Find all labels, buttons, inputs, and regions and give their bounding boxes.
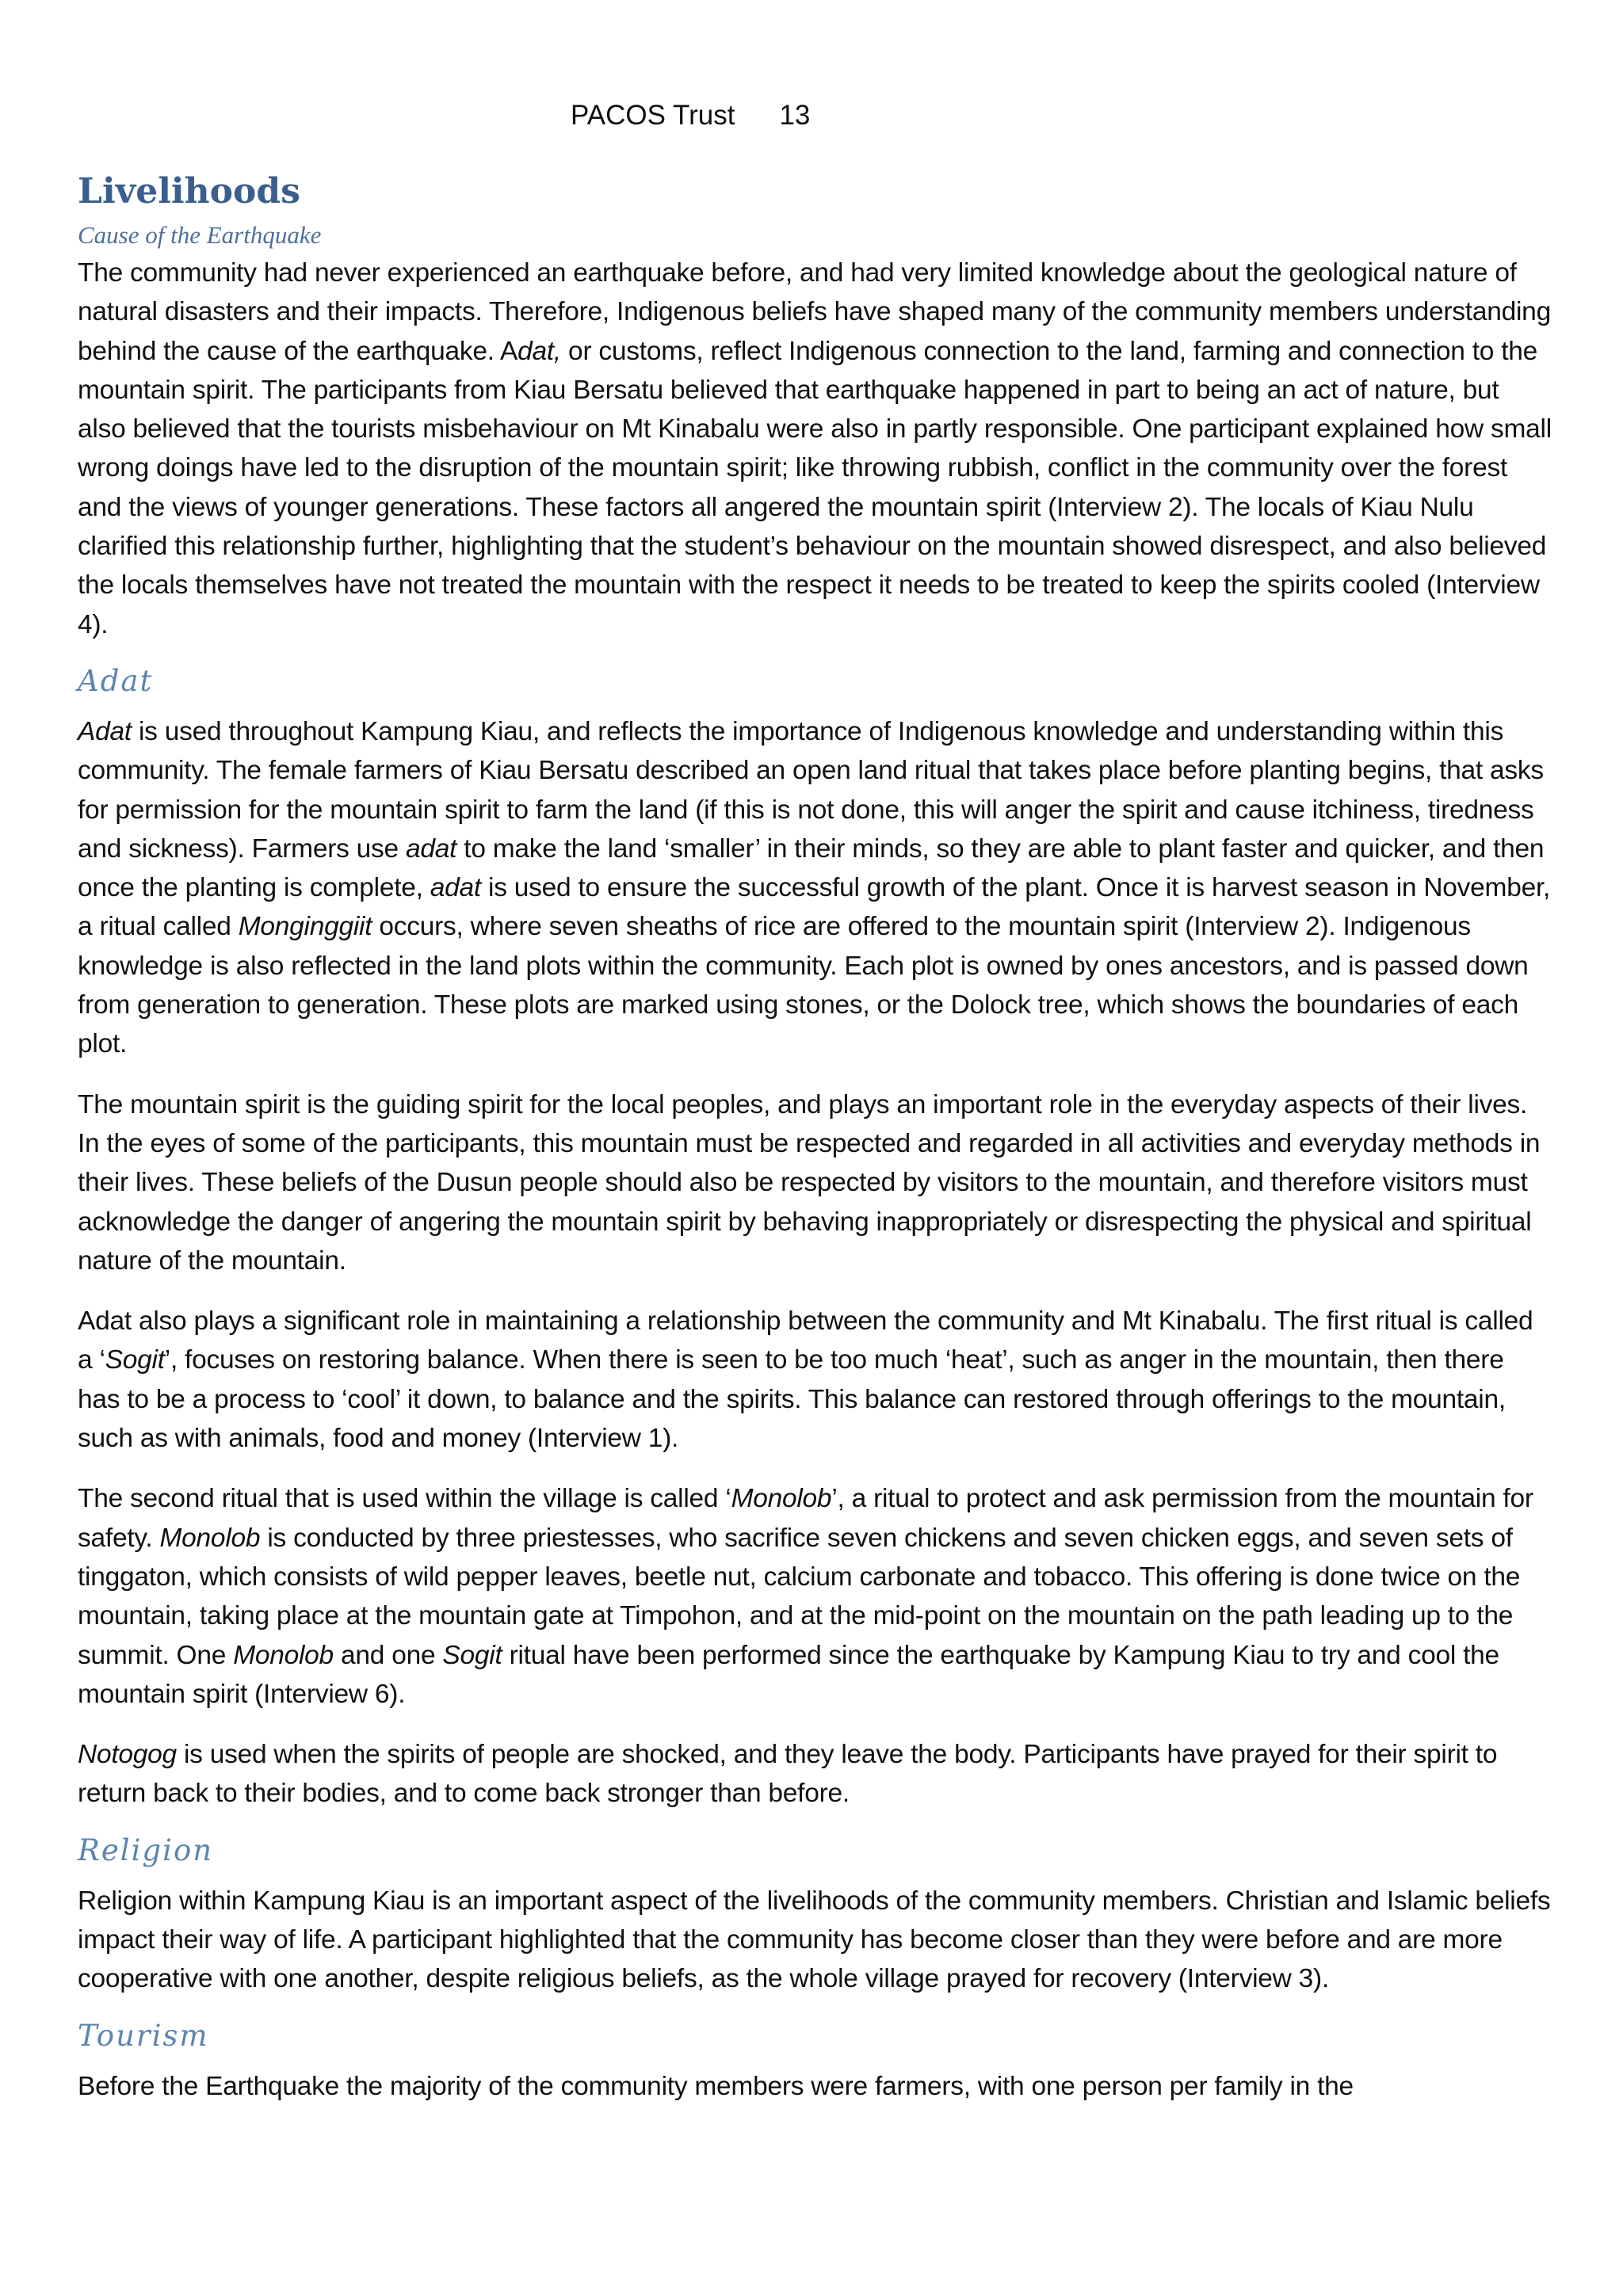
subheading-cause: Cause of the Earthquake [78,221,322,249]
heading-tourism: Tourism [78,2018,209,2053]
text-run: occurs, where seven sheaths of rice are offered to the mountain spirit (Interview 2). Indigenous knowledge is also reflected in the land plots within the community. Each plot is owned by ones ancestors, and is passed down from generation to generation. These plots are marked using stones, or the Dolock tree, which shows the boundaries of each plot. [78,912,1529,1059]
text-run: The community had never experienced an earthquake before, and had very limited knowledge about the geological nature of natural disasters and their impacts. Therefore, Indigenous beliefs have shaped many of the community members understanding behind the cause of the earthquake. A [78,258,1551,366]
italic-run: Sogit [105,1345,165,1375]
text-run: is used throughout Kampung Kiau, and reflects the importance of Indigenous knowledge and understanding within this community. The female farmers of Kiau Bersatu described an open land ritual that takes place before planting begins, that asks for permission for the mountain spirit to farm the land (if this is not done, this will anger the spirit and cause itchiness, tiredness and sickness). Farmers use [78,716,1544,864]
italic-run: Monginggiit [238,912,372,942]
paragraph-tourism: Before the Earthquake the majority of the community members were farmers, with one person per family in the [78,2071,1354,2101]
italic-run: Sogit [442,1640,502,1670]
text-run: is used to ensure the successful growth of the plant. Once it is harvest season in November, a ritual called [78,873,1551,942]
paragraph-adat-1 [78,712,1552,1064]
text-run: ritual have been performed since the earthquake by Kampung Kiau to try and cool the mountain spirit (Interview 6). [78,1640,1499,1709]
paragraph-adat-2: The mountain spirit is the guiding spirit for the local peoples, and plays an important role in the everyday aspects of their lives. In the eyes of some of the participants, this mountain must be respected and regarded in all activities and everyday methods in their lives. These beliefs of the Dusun people should also be respected by visitors to the mountain, and therefore visitors must acknowledge the danger of angering the mountain spirit by behaving inappropriately or disrespecting the physical and spiritual nature of the mountain. [78,1089,1541,1276]
text-run: ’, a ritual to protect and ask permission from the mountain for safety. [78,1484,1533,1553]
paragraph-adat-3 [78,1302,1552,1458]
italic-run: Monolob [731,1484,832,1514]
page-content [78,168,1552,2106]
paragraph-cause [78,254,1552,644]
text-run: to make the land ‘smaller’ in their minds, so they are able to plant faster and quicker, and then once the planting is complete, [78,833,1545,903]
italic-run: adat [406,833,457,864]
italic-run: Adat [78,716,132,746]
heading-adat: Adat [78,663,154,698]
heading-religion: Religion [78,1833,214,1867]
text-run: The second ritual that is used within the village is called ‘ [78,1484,731,1514]
paragraph-religion: Religion within Kampung Kiau is an important aspect of the livelihoods of the community members. Christian and Islamic beliefs impact their way of life. A participant highlighted that the community has become closer than they were before and are more cooperative with one another, despite religious beliefs, as the whole village prayed for recovery (Interview 3). [78,1886,1551,1994]
italic-run: Monolob [233,1640,334,1670]
section-title: Livelihoods [78,171,300,212]
page-header [571,97,810,135]
text-run: is conducted by three priestesses, who sacrifice seven chickens and seven chicken eggs, and seven sets of tinggaton, which consists of wild pepper leaves, beetle nut, calcium carbonate and tobacco. This offering is done twice on the mountain, taking place at the mountain gate at Timpohon, and at the mid-point on the mountain on the path leading up to the summit. One [78,1523,1521,1670]
text-run: Adat also plays a significant role in maintaining a relationship between the community and Mt Kinabalu. The first ritual is called a ‘ [78,1306,1533,1375]
italic-run: dat, [517,336,561,366]
page-number: 13 [779,100,811,131]
paragraph-adat-4 [78,1479,1552,1714]
italic-run: Monolob [159,1523,261,1553]
text-run: and one [333,1640,443,1670]
text-run: or customs, reflect Indigenous connection to the land, farming and connection to the mountain spirit. The participants from Kiau Bersatu believed that earthquake happened in part to being an act of nature, but also believed that the tourists misbehaviour on Mt Kinabalu were also in partly responsible. One participant explained how small wrong doings have led to the disruption of the mountain spirit; like throwing rubbish, conflict in the community over the forest and the views of younger generations. These factors all angered the mountain spirit (Interview 2). The locals of Kiau Nulu clarified this relationship further, highlighting that the student’s behaviour on the mountain showed disrespect, and also believed the locals themselves have not treated the mountain with the respect it needs to be treated to keep the spirits cooled (Interview 4). [78,336,1552,639]
text-run: ’, focuses on restoring balance. When there is seen to be too much ‘heat’, such as anger in the mountain, then there has to be a process to ‘cool’ it down, to balance and the spirits. This balance can restored through offerings to the mountain, such as with animals, food and money (Interview 1). [78,1345,1506,1454]
header-org: PACOS Trust [571,100,735,131]
paragraph-adat-5 [78,1735,1552,1814]
italic-run: Notogog [78,1740,177,1770]
text-run: is used when the spirits of people are shocked, and they leave the body. Participants have prayed for their spirit to return back to their bodies, and to come back stronger than before. [78,1740,1498,1809]
italic-run: adat [430,873,481,903]
